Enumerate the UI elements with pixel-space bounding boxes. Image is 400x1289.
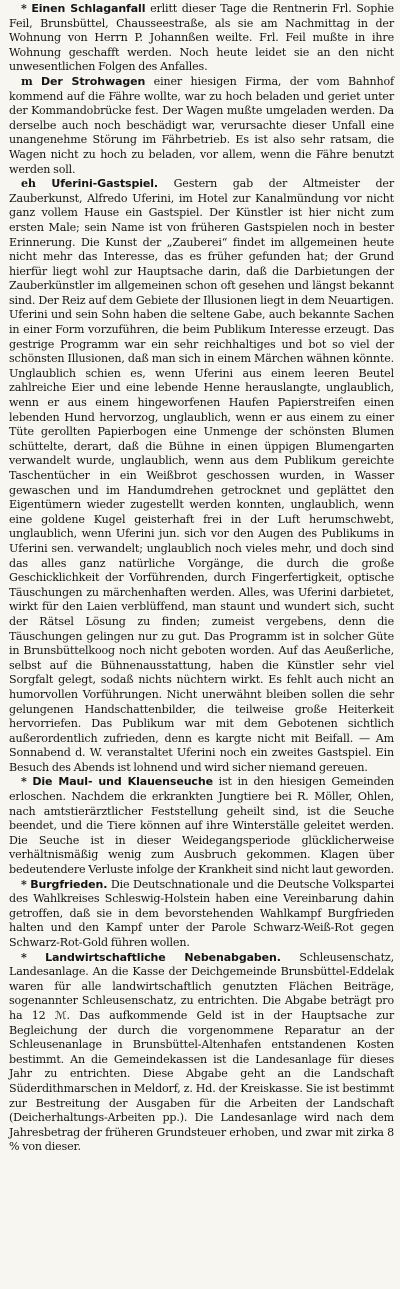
article-headline: Uferini-Gastspiel. [51,177,159,191]
article-marker: * [21,2,27,15]
article-marker: * [21,775,27,789]
article-headline: Burgfrieden. [30,877,108,891]
article-schlaganfall [9,2,394,75]
article-headline: Einen Schlaganfall [31,2,146,15]
article-burgfrieden [9,878,394,951]
article-body: einer hiesigen Firma, der vom Bahnhof kommend auf die Fähre wollte, war zu hoch beladen und geriet unter der Kommandobrücke fest. Der Wagen mußte umgeladen werden. Da derselbe auch noch beschädigt war, verursachte dieser Unfall eine unangenehme Störung im Fährbetrieb. Es ist also sehr ratsam, die Wagen nicht zu hoch zu beladen, vor allem, wenn die Fähre benutzt werden soll. [9,74,394,176]
article-marker: * [21,950,27,964]
article-body: ist in den hiesigen Gemeinden erloschen. Nachdem die erkrankten Jungtiere bei R. Möller, Ohlen, nach amtstierärztlicher Feststellung geheilt sind, ist die Seuche beendet, und die Tiere können auf ihre Winterställe geleitet werden. Die Seuche ist in dieser Weidegangsperiode glücklicherweise verhältnismäßig wenig zum Ausbruch gekommen. Klagen über bedeutendere Verluste infolge der Krankheit sind nicht laut geworden. [9,775,395,877]
article-body: Gestern gab der Altmeister der Zauberkunst, Alfredo Uferini, im Hotel zur Kanalmündung vor nicht ganz vollem Hause ein Gastspiel. Der Künstler ist hier nicht zum ersten Male; sein Name ist von früheren Gastspielen noch in bester Erinnerung. Die Kunst der „Zauberei“ findet im allgemeinen heute nicht mehr das Interesse, das es früher gefunden hat; der Grund hierfür liegt wohl zur Hauptsache darin, daß die Darbietungen der Zauberkünstler im allgemeinen schon oft gesehen und längst bekannt sind. Der Reiz auf dem Gebiete der Illusionen liegt in dem Neuartigen. Uferini und sein Sohn haben die seltene Gabe, auch bekannte Sachen in einer Form vorzuführen, die beim Publikum Interesse erzeugt. Das gestrige Programm war ein sehr reichhaltiges und bot so viel der schönsten Illusionen, daß man sich in einem Märchen wähnen könnte. Unglaublich schien es, wenn Uferini aus einem leeren Beutel zahlreiche Eier und eine lebende Henne herauslangte, unglaublich, wenn er aus einem hingeworfenen Haufen Papierstreifen einen lebenden Hund hervorzog, unglaublich, wenn er aus einem zu einer Tüte gerollten Papierbogen eine Unmenge der schönsten Blumen schüttelte, derart, daß die Bühne in einen üppigen Blumengarten verwandelt wurde, unglaublich, wenn aus dem Publikum gereichte Taschentücher in ein Weißbrot geschossen wurden, in Wasser gewaschen und im Handumdrehen getrocknet und geplättet den Eigentümern wieder zugestellt werden konnten, unglaublich, wenn eine goldene Kugel geisterhaft frei in der Luft herumschwebt, unglaublich, wenn Uferini jun. sich vor den Augen des Publikums in Uferini sen. verwandelt; unglaublich noch vieles mehr, und doch sind das alles ganz natürliche Vorgänge, die durch die große Geschicklichkeit der Vorführenden, durch Fingerfertigkeit, optische Täuschungen zu märchenhaften werden. Alles, was Uferini darbietet, wirkt für den Laien verblüffend, man staunt und wundert sich, sucht der Rätsel Lösung zu finden; zumeist vergebens, denn die Täuschungen gelingen nur zu gut. Das Programm ist in solcher Güte in Brunsbüttelkoog noch nicht geboten worden. Auf das Aeußerliche, selbst auf die Bühnenausstattung, haben die Künstler sehr viel Sorgfalt gelegt, sodaß nichts nüchtern wirkt. Es fehlt auch nicht an humorvollen Vorführungen. Nicht unerwähnt bleiben sollen die sehr gelungenen Handschattenbilder, die teilweise große Heiterkeit hervorriefen. Das Publikum war mit dem Gebotenen sichtlich außerordentlich zufrieden, denn es kargte nicht mit Beifall. — Am Sonnabend d. W. veranstaltet Uferini noch ein zweites Gastspiel. Ein Besuch des Abends ist lohnend und wird sicher niemand gereuen. [9,177,394,774]
article-marker: m [21,74,33,88]
article-uferini-gastspiel [9,177,394,775]
article-headline: Der Strohwagen [41,74,146,88]
article-body: erlitt dieser Tage die Rentnerin Frl. Sophie Feil, Brunsbüttel, Chausseestraße, als sie am Nachmittag in der Wohnung von Herrn P. Johannßen weilte. Frl. Feil mußte in ihre Wohnung geschafft werden. Noch heute leidet sie an den nicht unwesentlichen Folgen des Anfalles. [9,2,394,74]
article-headline: Landwirtschaftliche Nebenabgaben. [45,950,281,964]
article-strohwagen [9,75,394,177]
article-marker: * [21,877,27,891]
article-maul-und-klauenseuche [9,775,394,877]
article-marker: eh [21,177,36,191]
article-body: Die Deutschnationale und die Deutsche Volkspartei des Wahlkreises Schleswig-Holstein haben eine Vereinbarung dahin getroffen, daß sie in dem bevorstehenden Wahlkampf Burgfrieden halten und den Kampf unter der Parole Schwarz-Weiß-Rot gegen Schwarz-Rot-Gold führen wollen. [9,877,394,949]
article-landwirtschaftliche-nebenabgaben [9,951,394,1155]
article-headline: Die Maul- und Klauenseuche [32,775,213,789]
article-body: Schleusenschatz, Landesanlage. An die Kasse der Deichgemeinde Brunsbüttel-Eddelak waren für alle landwirtschaftlich genutzten Flächen Beiträge, sogenannter Schleusenschatz, zu entrichten. Die Abgabe beträgt pro ha 12 ℳ. Das aufkommende Geld ist in der Hauptsache zur Begleichung der durch die vorgenommene Reparatur an der Schleusenanlage in Brunsbüttel-Altenhafen entstandenen Kosten bestimmt. An die Gemeindekassen ist die Landesanlage für dieses Jahr zu entrichten. Diese Abgabe geht an die Landschaft Süderdithmarschen in Meldorf, z. Hd. der Kreiskasse. Sie ist bestimmt zur Bestreitung der Ausgaben für die Arbeiten der Landschaft (Deicherhaltungs-Arbeiten pp.). Die Landesanlage wird nach dem Jahresbetrag der früheren Grundsteuer erhoben, und zwar mit zirka 8 % von dieser. [9,950,394,1154]
